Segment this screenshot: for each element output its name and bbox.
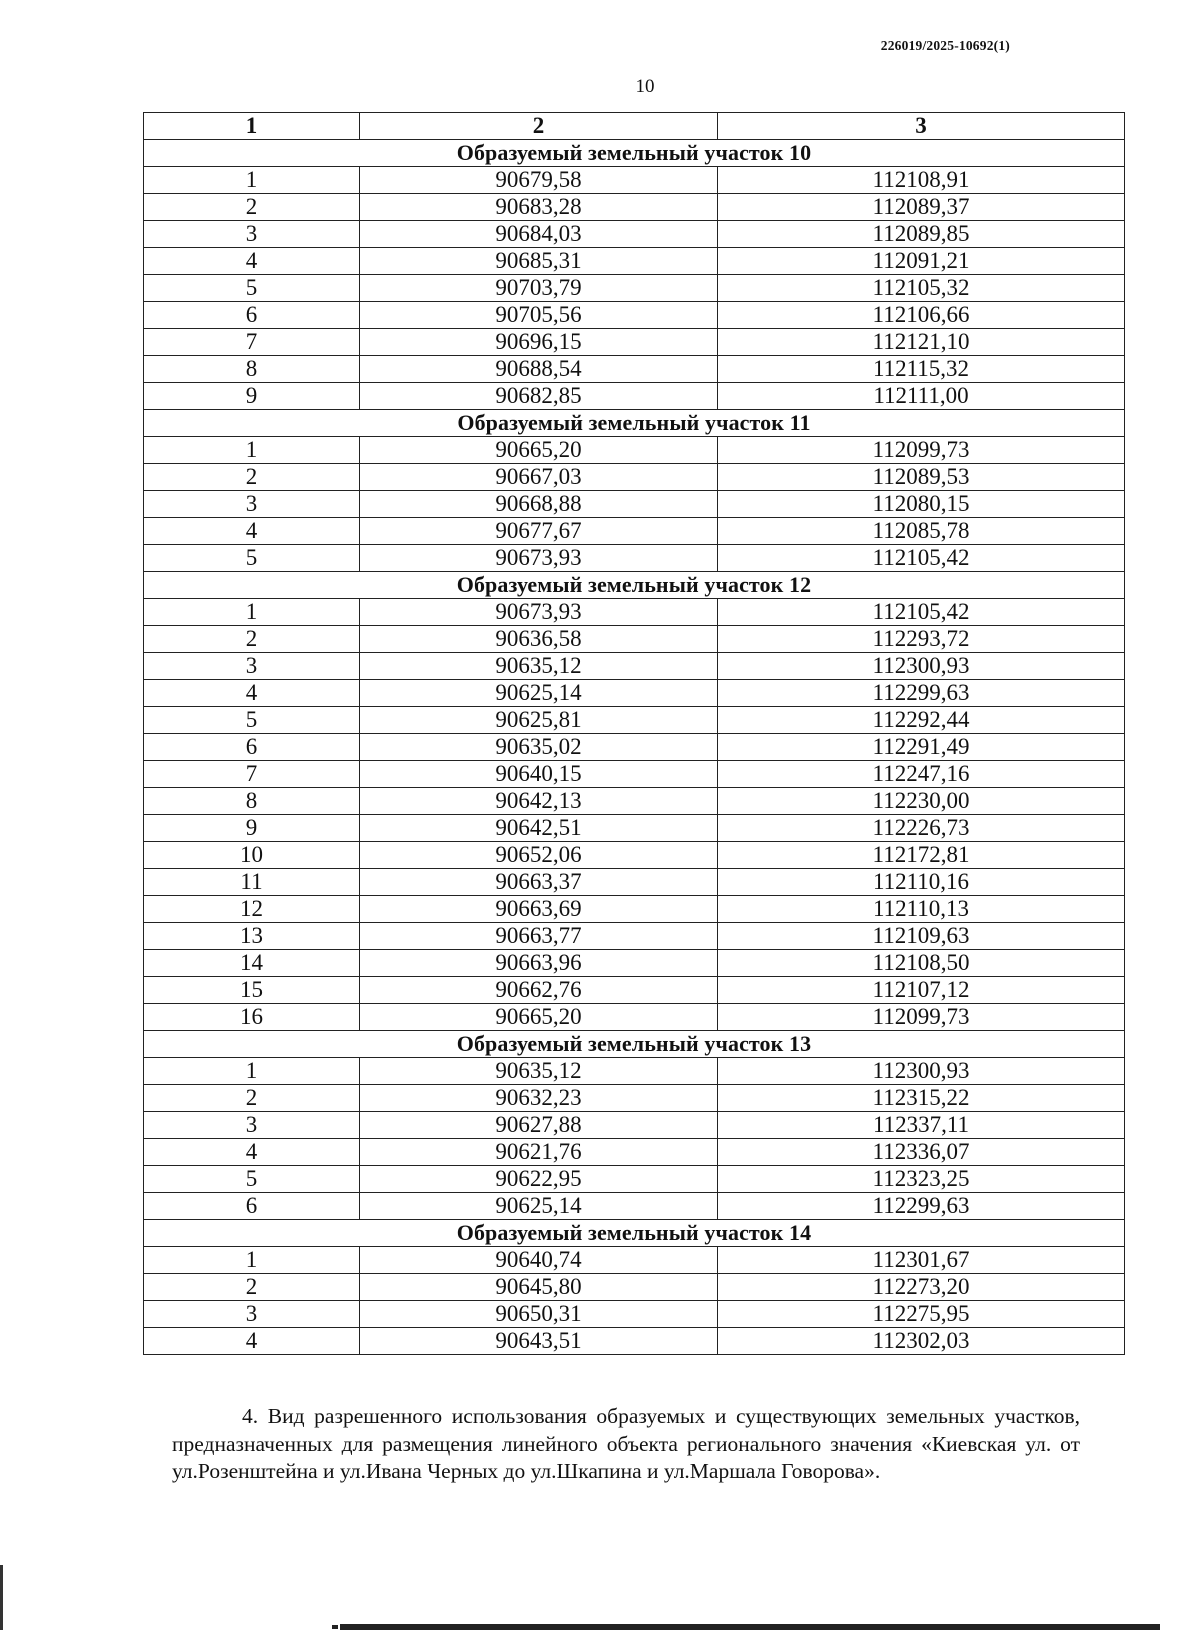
y-coordinate-cell: 112121,10: [718, 329, 1125, 356]
point-number-cell: 9: [144, 383, 360, 410]
table-header-row: [144, 113, 1125, 140]
section-title: Образуемый земельный участок 10: [144, 140, 1125, 167]
scan-edge-bottom: [340, 1624, 1160, 1630]
table-row: [144, 491, 1125, 518]
y-coordinate-cell: 112105,42: [718, 545, 1125, 572]
table-row: [144, 1004, 1125, 1031]
x-coordinate-cell: 90627,88: [360, 1112, 718, 1139]
scan-edge-left: [0, 1565, 3, 1630]
x-coordinate-cell: 90663,77: [360, 923, 718, 950]
point-number-cell: 1: [144, 167, 360, 194]
point-number-cell: 1: [144, 599, 360, 626]
table-row: [144, 383, 1125, 410]
x-coordinate-cell: 90703,79: [360, 275, 718, 302]
point-number-cell: 3: [144, 1301, 360, 1328]
table-row: [144, 1328, 1125, 1355]
y-coordinate-cell: 112105,42: [718, 599, 1125, 626]
point-number-cell: 2: [144, 1085, 360, 1112]
x-coordinate-cell: 90667,03: [360, 464, 718, 491]
point-number-cell: 11: [144, 869, 360, 896]
point-number-cell: 14: [144, 950, 360, 977]
table-row: [144, 329, 1125, 356]
y-coordinate-cell: 112089,85: [718, 221, 1125, 248]
y-coordinate-cell: 112108,91: [718, 167, 1125, 194]
point-number-cell: 3: [144, 491, 360, 518]
y-coordinate-cell: 112107,12: [718, 977, 1125, 1004]
point-number-cell: 1: [144, 437, 360, 464]
x-coordinate-cell: 90688,54: [360, 356, 718, 383]
y-coordinate-cell: 112111,00: [718, 383, 1125, 410]
section-title: Образуемый земельный участок 11: [144, 410, 1125, 437]
table-row: [144, 923, 1125, 950]
x-coordinate-cell: 90677,67: [360, 518, 718, 545]
y-coordinate-cell: 112315,22: [718, 1085, 1125, 1112]
point-number-cell: 1: [144, 1058, 360, 1085]
x-coordinate-cell: 90621,76: [360, 1139, 718, 1166]
y-coordinate-cell: 112106,66: [718, 302, 1125, 329]
x-coordinate-cell: 90665,20: [360, 1004, 718, 1031]
point-number-cell: 5: [144, 275, 360, 302]
table-row: [144, 221, 1125, 248]
x-coordinate-cell: 90683,28: [360, 194, 718, 221]
y-coordinate-cell: 112273,20: [718, 1274, 1125, 1301]
table-row: [144, 1139, 1125, 1166]
table-row: [144, 761, 1125, 788]
section-header-row: [144, 572, 1125, 599]
y-coordinate-cell: 112299,63: [718, 1193, 1125, 1220]
paragraph-section-4: [172, 1403, 1080, 1486]
y-coordinate-cell: 112323,25: [718, 1166, 1125, 1193]
x-coordinate-cell: 90625,14: [360, 1193, 718, 1220]
x-coordinate-cell: 90640,15: [360, 761, 718, 788]
section-header-row: [144, 1031, 1125, 1058]
x-coordinate-cell: 90684,03: [360, 221, 718, 248]
point-number-cell: 5: [144, 707, 360, 734]
point-number-cell: 4: [144, 1328, 360, 1355]
point-number-cell: 7: [144, 329, 360, 356]
coordinates-table: [143, 112, 1125, 1355]
table-row: [144, 194, 1125, 221]
x-coordinate-cell: 90663,96: [360, 950, 718, 977]
column-header: 3: [718, 113, 1125, 140]
table-row: [144, 1058, 1125, 1085]
x-coordinate-cell: 90643,51: [360, 1328, 718, 1355]
table-row: [144, 896, 1125, 923]
x-coordinate-cell: 90632,23: [360, 1085, 718, 1112]
section-header-row: [144, 140, 1125, 167]
x-coordinate-cell: 90635,12: [360, 653, 718, 680]
point-number-cell: 2: [144, 464, 360, 491]
table-row: [144, 680, 1125, 707]
y-coordinate-cell: 112085,78: [718, 518, 1125, 545]
section-title: Образуемый земельный участок 12: [144, 572, 1125, 599]
point-number-cell: 4: [144, 680, 360, 707]
table-row: [144, 167, 1125, 194]
point-number-cell: 6: [144, 1193, 360, 1220]
y-coordinate-cell: 112226,73: [718, 815, 1125, 842]
table-row: [144, 734, 1125, 761]
table-row: [144, 1301, 1125, 1328]
table-row: [144, 788, 1125, 815]
point-number-cell: 13: [144, 923, 360, 950]
y-coordinate-cell: 112336,07: [718, 1139, 1125, 1166]
y-coordinate-cell: 112089,53: [718, 464, 1125, 491]
point-number-cell: 5: [144, 1166, 360, 1193]
y-coordinate-cell: 112099,73: [718, 437, 1125, 464]
y-coordinate-cell: 112109,63: [718, 923, 1125, 950]
x-coordinate-cell: 90679,58: [360, 167, 718, 194]
y-coordinate-cell: 112300,93: [718, 653, 1125, 680]
x-coordinate-cell: 90668,88: [360, 491, 718, 518]
y-coordinate-cell: 112275,95: [718, 1301, 1125, 1328]
y-coordinate-cell: 112115,32: [718, 356, 1125, 383]
y-coordinate-cell: 112299,63: [718, 680, 1125, 707]
table-row: [144, 1247, 1125, 1274]
scan-edge-mark: [332, 1625, 338, 1629]
x-coordinate-cell: 90625,14: [360, 680, 718, 707]
section-header-row: [144, 410, 1125, 437]
table-row: [144, 464, 1125, 491]
y-coordinate-cell: 112337,11: [718, 1112, 1125, 1139]
x-coordinate-cell: 90622,95: [360, 1166, 718, 1193]
y-coordinate-cell: 112301,67: [718, 1247, 1125, 1274]
point-number-cell: 6: [144, 302, 360, 329]
table-body: [144, 140, 1125, 1355]
point-number-cell: 1: [144, 1247, 360, 1274]
paragraph-text: 4. Вид разрешенного использования образуемых и существующих земельных участков, предназначенных для размещения линейного объекта регионального значения «Киевская ул. от ул.Розенштейна и ул.Ивана Черных до ул.Шкапина и ул.Маршала Говорова».: [172, 1404, 1080, 1484]
y-coordinate-cell: 112247,16: [718, 761, 1125, 788]
y-coordinate-cell: 112292,44: [718, 707, 1125, 734]
y-coordinate-cell: 112110,16: [718, 869, 1125, 896]
point-number-cell: 4: [144, 1139, 360, 1166]
point-number-cell: 2: [144, 194, 360, 221]
x-coordinate-cell: 90640,74: [360, 1247, 718, 1274]
point-number-cell: 16: [144, 1004, 360, 1031]
y-coordinate-cell: 112110,13: [718, 896, 1125, 923]
table-row: [144, 707, 1125, 734]
column-header: 1: [144, 113, 360, 140]
document-number: 226019/2025-10692(1): [880, 38, 1010, 53]
table-row: [144, 1166, 1125, 1193]
column-header: 2: [360, 113, 718, 140]
x-coordinate-cell: 90662,76: [360, 977, 718, 1004]
point-number-cell: 3: [144, 1112, 360, 1139]
section-header-row: [144, 1220, 1125, 1247]
section-title: Образуемый земельный участок 14: [144, 1220, 1125, 1247]
y-coordinate-cell: 112091,21: [718, 248, 1125, 275]
table-row: [144, 842, 1125, 869]
table-row: [144, 626, 1125, 653]
x-coordinate-cell: 90650,31: [360, 1301, 718, 1328]
y-coordinate-cell: 112080,15: [718, 491, 1125, 518]
table-row: [144, 302, 1125, 329]
point-number-cell: 4: [144, 248, 360, 275]
point-number-cell: 3: [144, 653, 360, 680]
point-number-cell: 5: [144, 545, 360, 572]
y-coordinate-cell: 112300,93: [718, 1058, 1125, 1085]
point-number-cell: 3: [144, 221, 360, 248]
table-row: [144, 545, 1125, 572]
x-coordinate-cell: 90685,31: [360, 248, 718, 275]
point-number-cell: 4: [144, 518, 360, 545]
y-coordinate-cell: 112105,32: [718, 275, 1125, 302]
x-coordinate-cell: 90652,06: [360, 842, 718, 869]
x-coordinate-cell: 90673,93: [360, 545, 718, 572]
table-row: [144, 1085, 1125, 1112]
table-row: [144, 248, 1125, 275]
point-number-cell: 2: [144, 1274, 360, 1301]
table-row: [144, 1112, 1125, 1139]
x-coordinate-cell: 90663,69: [360, 896, 718, 923]
y-coordinate-cell: 112302,03: [718, 1328, 1125, 1355]
table-row: [144, 275, 1125, 302]
table-row: [144, 518, 1125, 545]
x-coordinate-cell: 90682,85: [360, 383, 718, 410]
table-row: [144, 869, 1125, 896]
table-row: [144, 356, 1125, 383]
y-coordinate-cell: 112291,49: [718, 734, 1125, 761]
point-number-cell: 8: [144, 788, 360, 815]
point-number-cell: 6: [144, 734, 360, 761]
table-row: [144, 815, 1125, 842]
x-coordinate-cell: 90635,12: [360, 1058, 718, 1085]
x-coordinate-cell: 90696,15: [360, 329, 718, 356]
x-coordinate-cell: 90636,58: [360, 626, 718, 653]
point-number-cell: 10: [144, 842, 360, 869]
table-row: [144, 599, 1125, 626]
section-title: Образуемый земельный участок 13: [144, 1031, 1125, 1058]
y-coordinate-cell: 112089,37: [718, 194, 1125, 221]
x-coordinate-cell: 90625,81: [360, 707, 718, 734]
y-coordinate-cell: 112230,00: [718, 788, 1125, 815]
x-coordinate-cell: 90663,37: [360, 869, 718, 896]
x-coordinate-cell: 90705,56: [360, 302, 718, 329]
x-coordinate-cell: 90642,13: [360, 788, 718, 815]
table-row: [144, 977, 1125, 1004]
table-row: [144, 1193, 1125, 1220]
point-number-cell: 8: [144, 356, 360, 383]
x-coordinate-cell: 90642,51: [360, 815, 718, 842]
point-number-cell: 2: [144, 626, 360, 653]
x-coordinate-cell: 90673,93: [360, 599, 718, 626]
page-number: 10: [635, 76, 655, 97]
point-number-cell: 9: [144, 815, 360, 842]
y-coordinate-cell: 112099,73: [718, 1004, 1125, 1031]
y-coordinate-cell: 112293,72: [718, 626, 1125, 653]
table-row: [144, 1274, 1125, 1301]
y-coordinate-cell: 112172,81: [718, 842, 1125, 869]
x-coordinate-cell: 90645,80: [360, 1274, 718, 1301]
table-row: [144, 437, 1125, 464]
x-coordinate-cell: 90665,20: [360, 437, 718, 464]
point-number-cell: 7: [144, 761, 360, 788]
y-coordinate-cell: 112108,50: [718, 950, 1125, 977]
point-number-cell: 15: [144, 977, 360, 1004]
table-row: [144, 950, 1125, 977]
x-coordinate-cell: 90635,02: [360, 734, 718, 761]
point-number-cell: 12: [144, 896, 360, 923]
table-row: [144, 653, 1125, 680]
